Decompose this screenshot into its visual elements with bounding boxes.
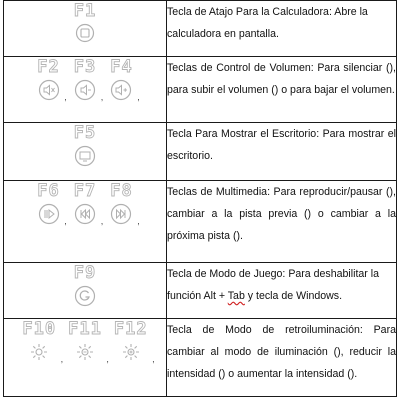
calculator-icon	[75, 23, 95, 43]
key-f5	[74, 123, 96, 167]
backlight-decrease-icon	[74, 341, 96, 363]
key-cell	[4, 263, 167, 319]
key-label: F9	[73, 263, 97, 283]
key-label: F2	[37, 57, 60, 77]
key-label: F5	[73, 123, 97, 143]
separator: ,	[106, 354, 109, 364]
next-track-icon	[110, 203, 132, 225]
table-row	[4, 57, 397, 123]
description-text: y tecla de Windows.	[244, 290, 343, 302]
separator: ,	[137, 216, 140, 226]
key-f9	[74, 263, 96, 307]
desktop-monitor-icon	[74, 145, 96, 167]
separator: ,	[137, 92, 140, 102]
key-label: F8	[110, 181, 133, 201]
previous-track-icon	[74, 203, 96, 225]
backlight-increase-icon	[120, 341, 142, 363]
table-row	[4, 123, 397, 181]
key-f11	[68, 319, 109, 364]
key-label: F1	[73, 1, 97, 21]
game-mode-icon	[74, 285, 96, 307]
key-cell	[4, 57, 167, 123]
play-pause-icon	[38, 203, 60, 225]
separator: ,	[152, 354, 155, 364]
key-label: F4	[110, 57, 133, 77]
key-f3	[73, 57, 104, 102]
table-row	[4, 1, 397, 57]
backlight-mode-icon	[28, 341, 50, 363]
key-cell	[4, 181, 167, 263]
key-f10	[22, 319, 64, 364]
key-label: F7	[73, 181, 97, 201]
key-label: F6	[37, 181, 60, 201]
volume-down-icon	[74, 79, 96, 101]
table-row	[4, 181, 397, 263]
key-description: Teclas de Multimedia: Para reproducir/pausar (), cambiar a la pista previa () o cambiar a la próxima pista ().	[167, 181, 397, 263]
separator: ,	[60, 354, 64, 364]
separator: ,	[64, 216, 67, 226]
key-description: Tecla Para Mostrar el Escritorio: Para mostrar el escritorio.	[167, 123, 397, 181]
key-f7	[73, 181, 104, 226]
separator: ,	[100, 216, 104, 226]
key-f6	[37, 181, 67, 226]
key-label: F12	[113, 319, 148, 339]
key-cell	[4, 123, 167, 181]
key-description: Teclas de Control de Volumen: Para silenciar (), para subir el volumen () o para bajar el volumen.	[167, 57, 397, 123]
key-description	[167, 263, 397, 319]
key-f2	[37, 57, 67, 102]
key-label: F11	[68, 319, 102, 339]
key-f4	[110, 57, 140, 102]
table-row	[4, 263, 397, 319]
volume-up-icon	[110, 79, 132, 101]
key-description: Tecla de Atajo Para la Calculadora: Abre la calculadora en pantalla.	[167, 1, 397, 57]
mute-icon	[38, 79, 60, 101]
table-row	[4, 319, 397, 397]
separator: ,	[100, 92, 104, 102]
key-f8	[110, 181, 140, 226]
key-cell	[4, 1, 167, 57]
key-cell	[4, 319, 167, 397]
description-text: Tecla de Modo de Juego: Para deshabilitar la función Alt +	[167, 268, 380, 302]
spellcheck-marked-text: Tab	[227, 290, 245, 302]
function-key-table	[3, 0, 397, 397]
separator: ,	[64, 92, 67, 102]
key-f12	[113, 319, 155, 364]
key-label: F10	[22, 319, 57, 339]
key-label: F3	[73, 57, 97, 77]
key-description: Tecla de Modo de retroiluminación: Para cambiar al modo de iluminación (), reducir la intensidad () o aumentar la intensidad ().	[167, 319, 397, 397]
key-f1	[74, 1, 96, 43]
